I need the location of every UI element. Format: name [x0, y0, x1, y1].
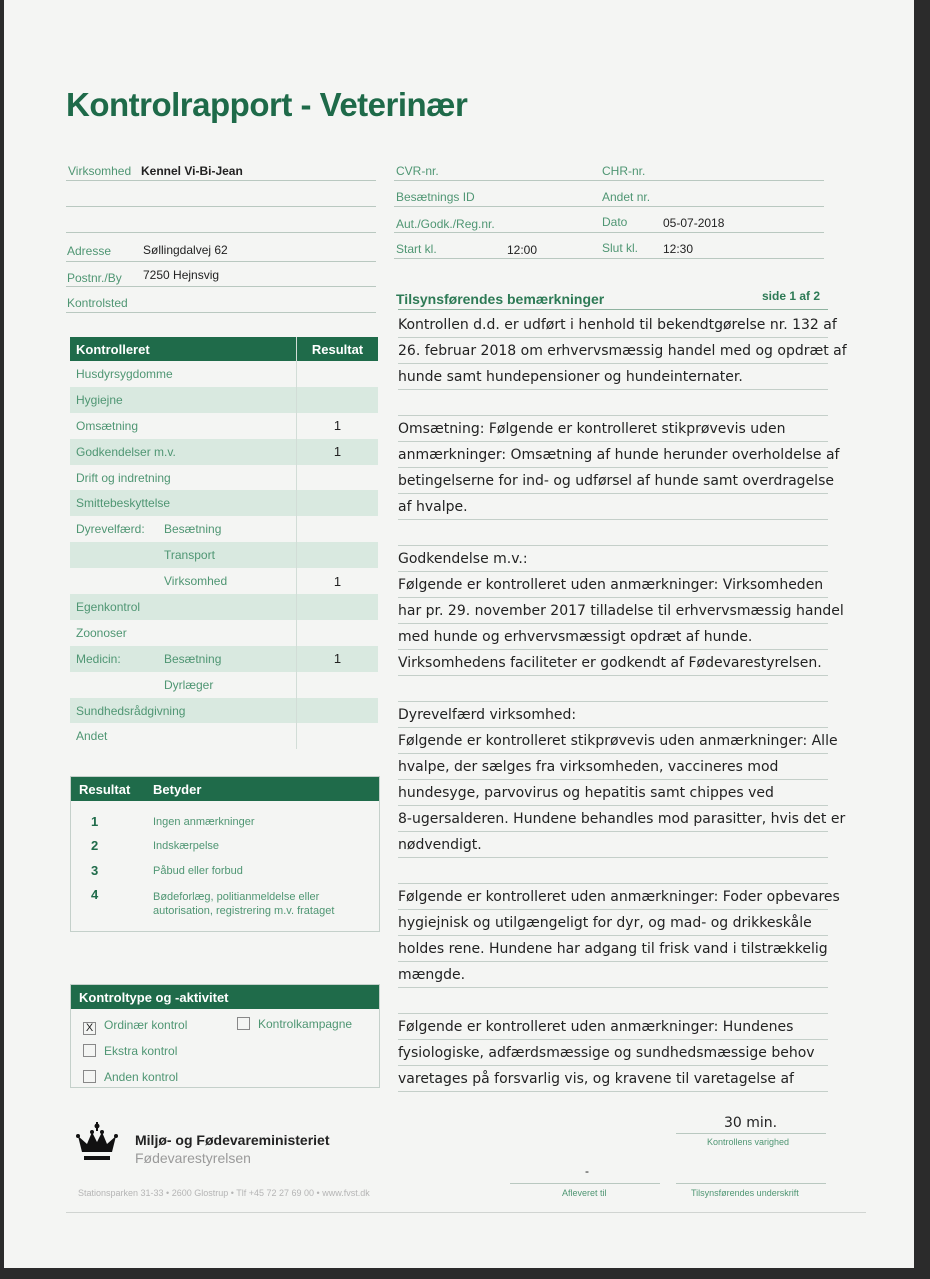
divider	[66, 1212, 866, 1213]
row-result	[297, 723, 379, 749]
table-row	[70, 723, 378, 749]
anden-label: Anden kontrol	[104, 1070, 179, 1084]
kontroltype-box	[70, 984, 380, 1088]
table-row	[70, 672, 378, 698]
row-label: Egenkontrol	[76, 599, 141, 614]
row-label: Hygiejne	[76, 392, 123, 407]
table-row	[70, 594, 378, 620]
divider	[66, 261, 376, 262]
remark-line: nødvendigt.	[398, 837, 482, 853]
remark-line: har pr. 29. november 2017 tilladelse til erhvervsmæssig handel	[398, 603, 844, 619]
remark-line: Følgende er kontrolleret stikprøvevis uden anmærkninger: Alle	[398, 733, 838, 749]
row-result: 1	[333, 418, 342, 434]
page-indicator: side 1 af 2	[762, 289, 821, 303]
agency-name: Fødevarestyrelsen	[135, 1150, 251, 1166]
row-label: Medicin:	[76, 651, 121, 666]
start-label: Start kl.	[396, 242, 437, 256]
footer-address: Stationsparken 31-33 • 2600 Glostrup • Tlf +45 72 27 69 00 • www.fvst.dk	[78, 1188, 370, 1198]
page-title: Kontrolrapport - Veterinær	[66, 86, 468, 123]
row-result	[297, 620, 379, 646]
resultat-header: Resultat	[297, 337, 379, 361]
remark-line: hygiejnisk og utilgængeligt for dyr, og mad- og drikkeskåle	[398, 915, 812, 931]
ekstra-label: Ekstra kontrol	[104, 1044, 178, 1058]
table-row	[70, 516, 378, 542]
remarks-header: Tilsynsførendes bemærkninger	[396, 291, 605, 307]
postnr-label: Postnr./By	[67, 271, 122, 285]
ekstra-checkbox[interactable]	[83, 1044, 177, 1058]
anden-checkbox[interactable]	[83, 1070, 178, 1084]
remark-line: Godkendelse m.v.:	[398, 551, 528, 567]
dato-label: Dato	[602, 215, 628, 229]
remark-line: 8-ugersalderen. Hundene behandles mod parasitter, hvis det er	[398, 811, 846, 827]
remark-line: holdes rene. Hundene har adgang til frisk vand i tilstrækkelig	[398, 941, 828, 957]
row-result	[297, 698, 379, 724]
kontroltype-header: Kontroltype og -aktivitet	[79, 990, 229, 1005]
remark-line: Følgende er kontrolleret uden anmærkninger: Foder opbevares	[398, 889, 840, 905]
legend-text: Ingen anmærkninger	[153, 816, 255, 828]
remark-line: Dyrevelfærd virksomhed:	[398, 707, 577, 723]
divider	[66, 312, 376, 313]
ministry-name: Miljø- og Fødevareministeriet	[135, 1132, 330, 1148]
legend-code: 2	[91, 838, 99, 853]
remark-line: 26. februar 2018 om erhvervsmæssig handel med og opdræt af	[398, 343, 847, 359]
legend-header-meaning: Betyder	[153, 782, 202, 797]
row-sub: Virksomhed	[164, 574, 228, 589]
divider	[394, 206, 824, 207]
table-row	[70, 568, 378, 594]
report-page	[4, 0, 914, 1268]
row-result	[297, 672, 379, 698]
table-row	[70, 465, 378, 491]
row-label: Dyrevelfærd:	[76, 522, 145, 537]
aut-label: Aut./Godk./Reg.nr.	[396, 217, 495, 231]
afleveret-label: Afleveret til	[562, 1188, 607, 1198]
legend-code: 1	[91, 814, 99, 829]
postnr-value: 7250 Hejnsvig	[143, 268, 220, 282]
table-row	[70, 361, 378, 387]
crown-logo-icon	[70, 1120, 124, 1169]
divider	[394, 232, 824, 233]
divider	[66, 180, 376, 181]
divider	[66, 206, 376, 207]
remark-line: Kontrollen d.d. er udført i henhold til bekendtgørelse nr. 132 af	[398, 317, 837, 333]
divider	[676, 1133, 826, 1134]
remark-line: med hunde og erhvervsmæssigt opdræt af hunde.	[398, 629, 753, 645]
legend-code: 3	[91, 863, 99, 878]
row-label: Sundhedsrådgivning	[76, 703, 186, 718]
divider	[398, 1091, 828, 1092]
row-sub: Dyrlæger	[164, 677, 214, 692]
signature-label: Tilsynsførendes underskrift	[691, 1188, 799, 1198]
checkbox-icon	[83, 1070, 96, 1083]
remark-line: betingelserne for ind- og udførsel af hunde samt overdragelse	[398, 473, 834, 489]
remark-line: Omsætning: Følgende er kontrolleret stikprøvevis uden	[398, 421, 786, 437]
legend-text: Indskærpelse	[153, 840, 220, 852]
table-row	[70, 698, 378, 724]
remark-line: hunde samt hundepensioner og hundeinternater.	[398, 369, 743, 385]
checkbox-icon: X	[83, 1022, 96, 1035]
row-label: Godkendelser m.v.	[76, 444, 176, 459]
legend-box	[70, 776, 380, 932]
divider	[510, 1183, 660, 1184]
legend-code: 4	[91, 887, 99, 902]
kampagne-checkbox[interactable]	[237, 1017, 352, 1031]
cvr-label: CVR-nr.	[396, 164, 439, 178]
adresse-label: Adresse	[67, 244, 112, 258]
divider	[398, 389, 828, 390]
virksomhed-label: Virksomhed	[68, 164, 132, 178]
row-result	[297, 542, 379, 568]
chr-label: CHR-nr.	[602, 164, 646, 178]
table-row	[70, 542, 378, 568]
legend-text: Påbud eller forbud	[153, 865, 243, 877]
row-label: Husdyrsygdomme	[76, 366, 173, 381]
kontrolleret-header: Kontrolleret	[70, 337, 297, 361]
table-row	[70, 387, 378, 413]
adresse-value: Søllingdalvej 62	[143, 243, 228, 257]
remark-line: Virksomhedens faciliteter er godkendt af Fødevarestyrelsen.	[398, 655, 822, 671]
remark-line: hundesyge, parvovirus og hepatitis samt chippes ved	[398, 785, 774, 801]
table-row	[70, 439, 378, 465]
divider	[398, 987, 828, 988]
divider	[394, 180, 824, 181]
divider	[398, 309, 828, 310]
legend-header-result: Resultat	[79, 782, 131, 797]
slut-label: Slut kl.	[602, 241, 639, 255]
row-result	[297, 361, 379, 387]
andet-nr-label: Andet nr.	[602, 190, 651, 204]
row-result: 1	[297, 439, 379, 465]
duration-label: Kontrollens varighed	[707, 1137, 790, 1147]
row-result: 1	[297, 646, 379, 672]
kontrolleret-table	[70, 337, 378, 749]
dato-value: 05-07-2018	[663, 216, 725, 230]
ordinaer-checkbox[interactable]	[83, 1018, 187, 1035]
remark-line: varetages på forsvarlig vis, og kravene til varetagelse af	[398, 1071, 794, 1087]
divider	[66, 232, 376, 233]
table-row	[70, 413, 378, 439]
divider	[676, 1183, 826, 1184]
remark-line: mængde.	[398, 967, 466, 983]
table-row	[70, 490, 378, 516]
row-label: Omsætning	[76, 418, 139, 433]
remark-line: anmærkninger: Omsætning af hunde herunder overholdelse af	[398, 447, 840, 463]
row-label: Zoonoser	[76, 625, 127, 640]
divider	[66, 286, 376, 287]
divider	[394, 258, 824, 259]
row-result	[297, 490, 379, 516]
row-sub: Besætning	[164, 651, 222, 666]
slut-value: 12:30	[663, 242, 694, 256]
remark-line: hvalpe, der sælges fra virksomheden, vaccineres mod	[398, 759, 779, 775]
table-header	[70, 337, 378, 361]
remark-line: fysiologiske, adfærdsmæssige og sundhedsmæssige behov	[398, 1045, 815, 1061]
row-label: Andet	[76, 729, 108, 744]
kampagne-label: Kontrolkampagne	[258, 1017, 353, 1031]
virksomhed-value: Kennel Vi-Bi-Jean	[141, 164, 243, 178]
row-result: 1	[333, 573, 342, 589]
checkbox-icon	[83, 1044, 96, 1057]
besaetnings-label: Besætnings ID	[396, 190, 475, 204]
afleveret-value: -	[585, 1164, 589, 1178]
remark-line: Følgende er kontrolleret uden anmærkninger: Hundenes	[398, 1019, 794, 1035]
legend-text: Bødeforlæg, politianmeldelse eller	[153, 891, 320, 903]
divider	[398, 857, 828, 858]
row-result	[297, 594, 379, 620]
row-label: Drift og indretning	[76, 470, 171, 485]
legend-text-2: autorisation, registrering m.v. frataget	[153, 905, 335, 917]
duration-value: 30 min.	[724, 1115, 778, 1131]
checkbox-icon	[237, 1017, 250, 1030]
ordinaer-label: Ordinær kontrol	[104, 1018, 188, 1032]
row-result	[297, 387, 379, 413]
table-row	[70, 620, 378, 646]
row-sub: Besætning	[164, 522, 222, 537]
row-result	[297, 516, 379, 542]
remark-line: Følgende er kontrolleret uden anmærkninger: Virksomheden	[398, 577, 824, 593]
row-result	[297, 465, 379, 491]
row-sub: Transport	[164, 548, 215, 563]
start-value: 12:00	[507, 243, 538, 257]
row-label: Smittebeskyttelse	[76, 496, 171, 511]
kontrolsted-label: Kontrolsted	[67, 296, 128, 310]
remark-line: af hvalpe.	[398, 499, 468, 515]
table-row	[70, 646, 378, 672]
divider	[398, 519, 828, 520]
divider	[398, 675, 828, 676]
